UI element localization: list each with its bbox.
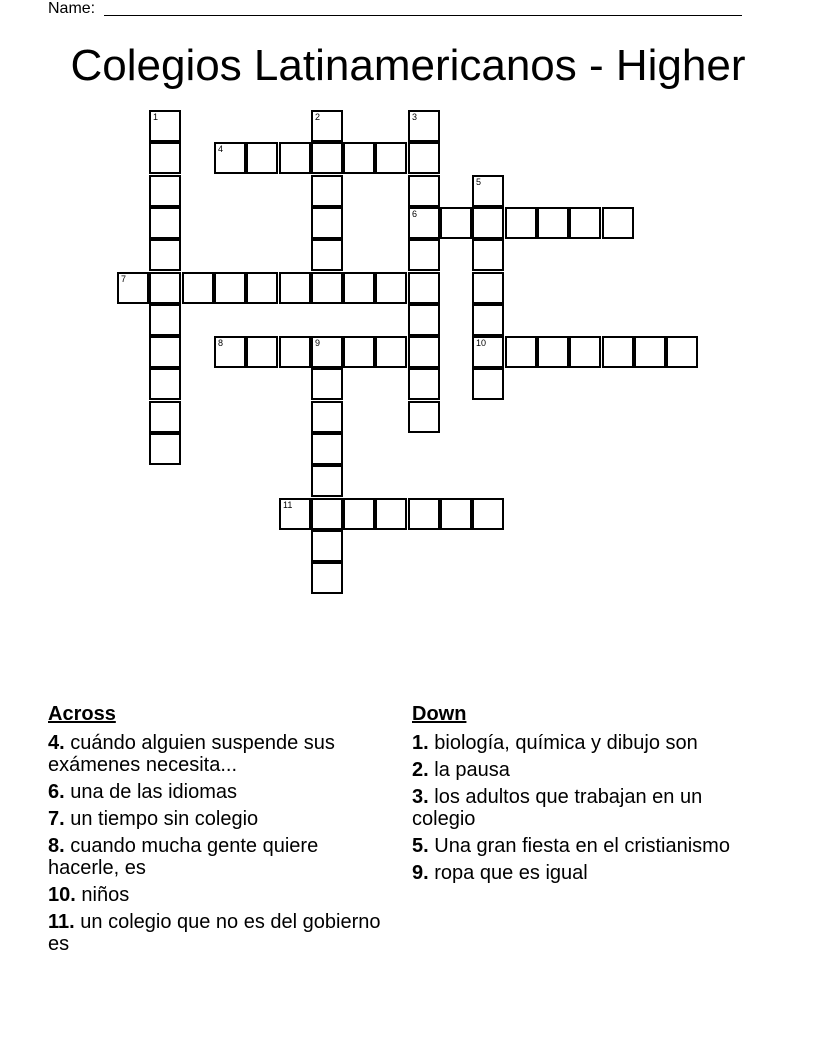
crossword-cell[interactable] [149, 304, 181, 336]
crossword-cell[interactable] [408, 498, 440, 530]
down-heading: Down [412, 703, 467, 725]
clue-number-label: 2 [315, 112, 321, 122]
crossword-cell[interactable] [505, 336, 537, 368]
clue-number-label: 3 [412, 112, 418, 122]
crossword-cell[interactable] [408, 110, 440, 142]
crossword-cell[interactable] [311, 401, 343, 433]
crossword-cell[interactable] [246, 336, 278, 368]
crossword-cell[interactable] [311, 272, 343, 304]
crossword-cell[interactable] [311, 239, 343, 271]
crossword-cell[interactable] [602, 207, 634, 239]
crossword-cell[interactable] [343, 336, 375, 368]
crossword-cell[interactable] [182, 272, 214, 304]
clue-number-label: 8 [218, 338, 224, 348]
across-clue [48, 808, 388, 830]
across-clue [48, 781, 388, 803]
crossword-cell[interactable] [149, 207, 181, 239]
clue-text: un tiempo sin colegio [70, 808, 259, 830]
crossword-cell[interactable] [311, 142, 343, 174]
crossword-cell[interactable] [408, 336, 440, 368]
crossword-cell[interactable] [311, 465, 343, 497]
clue-text: cuándo alguien suspende sus exámenes necesita... [48, 732, 335, 776]
crossword-cell[interactable] [246, 272, 278, 304]
crossword-cell[interactable] [149, 368, 181, 400]
clue-number: 8. [48, 835, 65, 857]
crossword-cell[interactable] [214, 272, 246, 304]
crossword-cell[interactable] [311, 433, 343, 465]
crossword-cell[interactable] [149, 336, 181, 368]
crossword-cell[interactable] [311, 336, 343, 368]
crossword-cell[interactable] [408, 207, 440, 239]
down-clue [412, 862, 752, 884]
crossword-cell[interactable] [311, 110, 343, 142]
clue-text: niños [81, 884, 130, 906]
crossword-cell[interactable] [472, 175, 504, 207]
crossword-cell[interactable] [311, 368, 343, 400]
name-label: Name: [48, 0, 96, 17]
crossword-cell[interactable] [537, 207, 569, 239]
crossword-cell[interactable] [311, 530, 343, 562]
clue-text: cuando mucha gente quiere hacerle, es [48, 835, 319, 879]
clue-number-label: 4 [218, 144, 224, 154]
crossword-cell[interactable] [279, 498, 311, 530]
crossword-cell[interactable] [375, 498, 407, 530]
clue-text: los adultos que trabajan en un colegio [412, 786, 703, 830]
crossword-cell[interactable] [149, 433, 181, 465]
down-clue [412, 786, 752, 830]
clue-number: 2. [412, 759, 429, 781]
clue-number: 6. [48, 781, 65, 803]
crossword-cell[interactable] [343, 272, 375, 304]
clue-number-label: 10 [476, 338, 487, 348]
clue-number-label: 6 [412, 209, 418, 219]
crossword-cell[interactable] [569, 336, 601, 368]
crossword-cell[interactable] [440, 207, 472, 239]
crossword-cell[interactable] [149, 239, 181, 271]
crossword-cell[interactable] [602, 336, 634, 368]
across-clue [48, 884, 388, 906]
clue-text: Una gran fiesta en el cristianismo [434, 835, 730, 857]
crossword-cell[interactable] [472, 207, 504, 239]
crossword-cell[interactable] [472, 239, 504, 271]
clue-text: un colegio que no es del gobierno es [48, 911, 381, 955]
crossword-cell[interactable] [375, 272, 407, 304]
crossword-cell[interactable] [311, 562, 343, 594]
crossword-cell[interactable] [472, 272, 504, 304]
crossword-cell[interactable] [408, 368, 440, 400]
crossword-cell[interactable] [117, 272, 149, 304]
clue-number-label: 5 [476, 177, 482, 187]
crossword-cell[interactable] [214, 336, 246, 368]
crossword-cell[interactable] [149, 175, 181, 207]
crossword-cell[interactable] [375, 336, 407, 368]
clue-number: 5. [412, 835, 429, 857]
clue-text: una de las idiomas [70, 781, 238, 803]
crossword-cell[interactable] [408, 272, 440, 304]
crossword-cell[interactable] [408, 142, 440, 174]
down-clue [412, 732, 752, 754]
crossword-cell[interactable] [472, 498, 504, 530]
clue-text: la pausa [434, 759, 510, 781]
across-clue [48, 911, 388, 955]
clue-number: 7. [48, 808, 65, 830]
crossword-cell[interactable] [472, 336, 504, 368]
across-clue [48, 835, 388, 879]
crossword-cell[interactable] [408, 401, 440, 433]
clue-number: 11. [48, 911, 75, 933]
crossword-cell[interactable] [375, 142, 407, 174]
crossword-cell[interactable] [279, 272, 311, 304]
clue-text: biología, química y dibujo son [434, 732, 698, 754]
crossword-cell[interactable] [408, 239, 440, 271]
crossword-cell[interactable] [149, 401, 181, 433]
clue-number: 1. [412, 732, 429, 754]
crossword-cell[interactable] [279, 336, 311, 368]
clue-number-label: 1 [153, 112, 159, 122]
down-clue [412, 759, 752, 781]
crossword-cell[interactable] [279, 142, 311, 174]
crossword-cell[interactable] [408, 175, 440, 207]
crossword-cell[interactable] [246, 142, 278, 174]
clue-number: 9. [412, 862, 429, 884]
crossword-cell[interactable] [537, 336, 569, 368]
crossword-cell[interactable] [634, 336, 666, 368]
across-clues [48, 702, 388, 960]
clue-number-label: 7 [121, 274, 127, 284]
crossword-cell[interactable] [666, 336, 698, 368]
clue-number: 3. [412, 786, 429, 808]
clue-text: ropa que es igual [434, 862, 588, 884]
crossword-cell[interactable] [311, 175, 343, 207]
down-clue [412, 835, 752, 857]
page-title: Colegios Latinamericanos - Higher [70, 41, 746, 90]
crossword-cell[interactable] [569, 207, 601, 239]
crossword-cell[interactable] [311, 498, 343, 530]
crossword-cell[interactable] [440, 498, 472, 530]
crossword-cell[interactable] [214, 142, 246, 174]
across-heading: Across [48, 703, 116, 725]
across-clue [48, 732, 388, 776]
clue-number-label: 9 [315, 338, 321, 348]
crossword-cell[interactable] [343, 498, 375, 530]
down-clues [412, 702, 752, 889]
clue-number-label: 11 [283, 500, 293, 510]
crossword-cell[interactable] [505, 207, 537, 239]
clue-number: 4. [48, 732, 65, 754]
crossword-cell[interactable] [149, 142, 181, 174]
crossword-cell[interactable] [343, 142, 375, 174]
crossword-cell[interactable] [472, 304, 504, 336]
crossword-cell[interactable] [149, 110, 181, 142]
crossword-cell[interactable] [472, 368, 504, 400]
crossword-cell[interactable] [311, 207, 343, 239]
clue-number: 10. [48, 884, 76, 906]
crossword-cell[interactable] [149, 272, 181, 304]
crossword-cell[interactable] [408, 304, 440, 336]
